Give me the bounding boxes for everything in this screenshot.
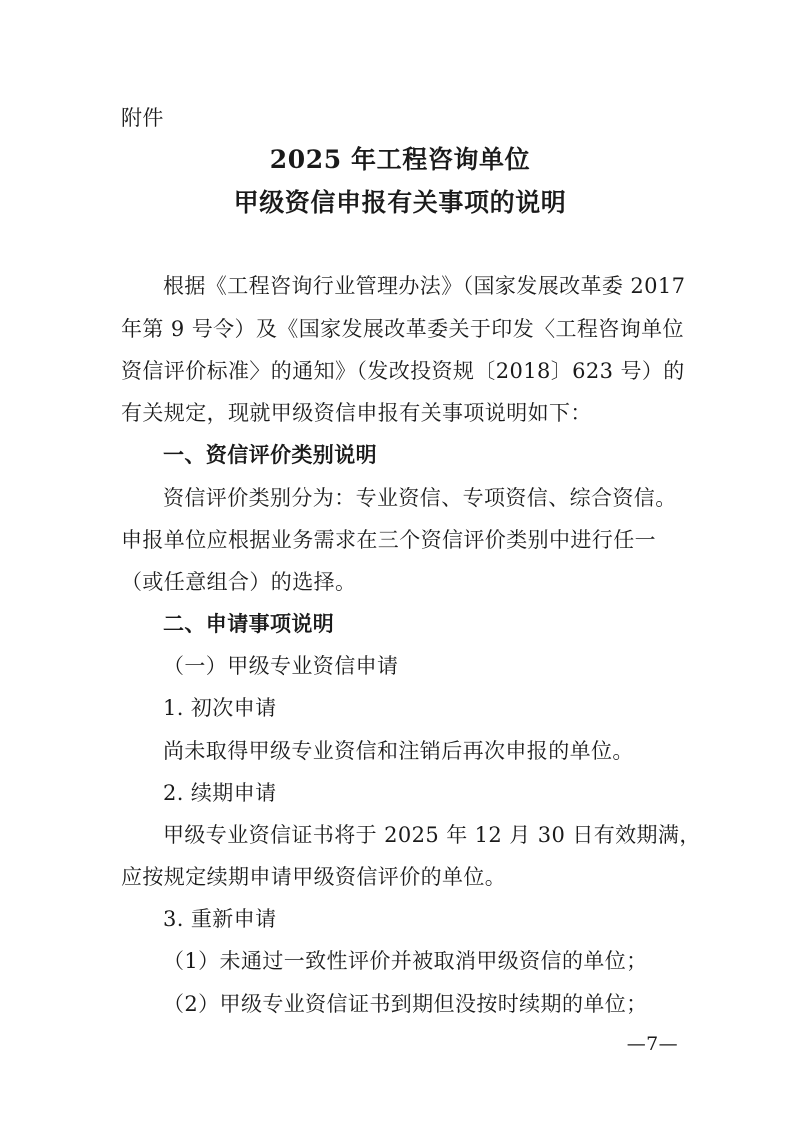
item-3-line-2: （2）甲级专业资信证书到期但没按时续期的单位； xyxy=(163,992,648,1016)
item-3-line-1: （1）未通过一致性评价并被取消甲级资信的单位； xyxy=(163,949,648,973)
section-1-line-1: 资信评价类别分为：专业资信、专项资信、综合资信。 xyxy=(163,486,677,510)
intro-line-3: 资信评价标准〉的通知》（发改投资规〔2018〕623 号）的 xyxy=(121,359,685,383)
intro-line-1: 根据《工程咨询行业管理办法》（国家发展改革委 2017 xyxy=(163,274,686,298)
intro-line-4: 有关规定，现就甲级资信申报有关事项说明如下： xyxy=(121,401,592,425)
section-1-line-3: （或任意组合）的选择。 xyxy=(121,570,357,594)
document-title-line-2: 甲级资信申报有关事项的说明 xyxy=(233,188,567,217)
section-1-line-2: 申报单位应根据业务需求在三个资信评价类别中进行任一 xyxy=(121,528,656,552)
document-title-line-1: 2025 年工程咨询单位 xyxy=(269,145,531,174)
intro-line-2: 年第 9 号令）及《国家发展改革委关于印发〈工程咨询单位 xyxy=(121,317,684,341)
page-number: —7— xyxy=(626,1033,678,1055)
item-3-title: 3. 重新申请 xyxy=(163,907,277,931)
attachment-label: 附件 xyxy=(121,106,164,130)
section-1-heading: 一、资信评价类别说明 xyxy=(163,443,377,467)
item-2-line-1: 甲级专业资信证书将于 2025 年 12 月 30 日有效期满， xyxy=(163,823,701,847)
item-1-line-1: 尚未取得甲级专业资信和注销后再次申报的单位。 xyxy=(163,739,634,763)
item-2-line-2: 应按规定续期申请甲级资信评价的单位。 xyxy=(121,865,507,889)
item-1-title: 1. 初次申请 xyxy=(163,696,277,720)
section-2-subheading: （一）甲级专业资信申请 xyxy=(163,654,399,678)
item-2-title: 2. 续期申请 xyxy=(163,781,277,805)
section-2-heading: 二、申请事项说明 xyxy=(163,612,335,636)
